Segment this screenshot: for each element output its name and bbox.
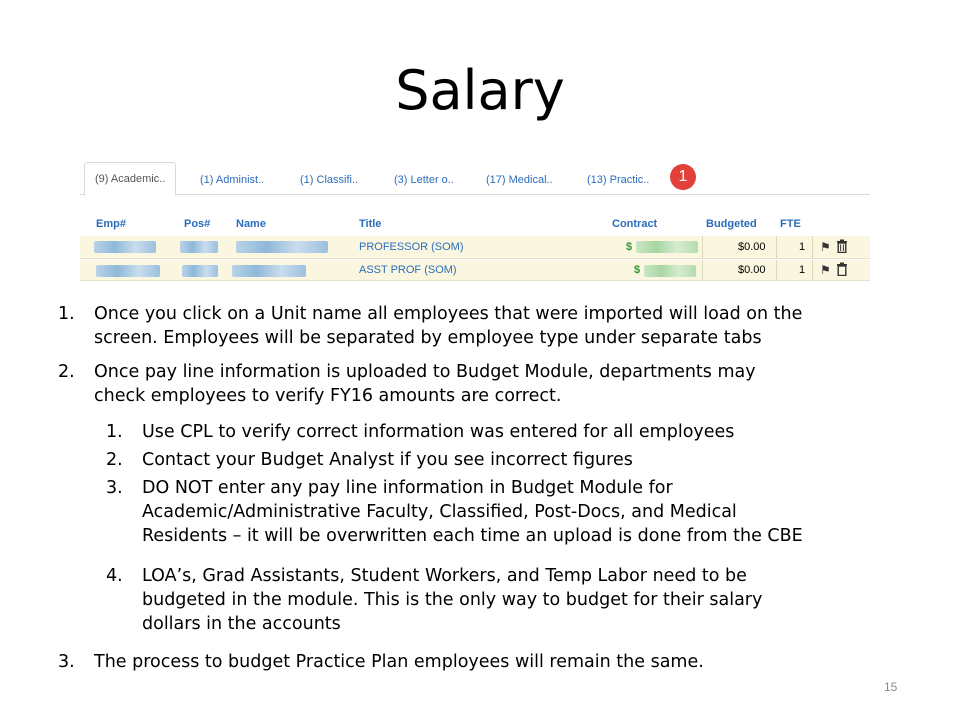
- tab-practice-plan[interactable]: (13) Practic..: [587, 174, 650, 186]
- column-header-emp[interactable]: Emp#: [96, 218, 126, 230]
- list-text-line: Use CPL to verify correct information was entered for all employees: [142, 422, 735, 442]
- column-header-fte[interactable]: FTE: [780, 218, 801, 230]
- column-divider: [812, 236, 813, 258]
- column-divider: [776, 260, 777, 281]
- redacted-emp-number: [96, 265, 160, 277]
- row-fte: 1: [799, 241, 806, 253]
- contract-dollar-sign: $: [634, 264, 641, 276]
- list-number: 2.: [58, 362, 75, 382]
- column-divider: [702, 260, 703, 281]
- employee-screenshot: [80, 158, 870, 280]
- tab-medical[interactable]: (17) Medical..: [486, 174, 553, 186]
- trash-icon[interactable]: [836, 262, 850, 278]
- row-title: ASST PROF (SOM): [359, 264, 457, 276]
- column-header-name[interactable]: Name: [236, 218, 266, 230]
- list-number: 1.: [106, 422, 123, 442]
- tab-letter-of-appointment[interactable]: (3) Letter o..: [394, 174, 454, 186]
- redacted-pos-number: [180, 241, 218, 253]
- list-number: 4.: [106, 566, 123, 586]
- redacted-pos-number: [182, 265, 218, 277]
- row-budgeted: $0.00: [738, 264, 766, 276]
- page-number: 15: [884, 680, 898, 694]
- list-text-line: Contact your Budget Analyst if you see incorrect figures: [142, 450, 633, 470]
- redacted-contract: [644, 265, 696, 277]
- table-row[interactable]: [80, 236, 870, 259]
- redacted-name: [232, 265, 306, 277]
- list-text-line: Once pay line information is uploaded to Budget Module, departments may: [94, 362, 756, 382]
- redacted-emp-number: [94, 241, 156, 253]
- step-callout-badge: 1: [670, 164, 696, 190]
- row-budgeted: $0.00: [738, 241, 766, 253]
- employee-type-tabs: [80, 158, 870, 195]
- list-text-line: The process to budget Practice Plan employees will remain the same.: [94, 652, 704, 672]
- list-text-line: screen. Employees will be separated by employee type under separate tabs: [94, 328, 762, 348]
- flag-icon[interactable]: ⚑: [820, 240, 831, 254]
- tab-classified[interactable]: (1) Classifi..: [300, 174, 359, 186]
- list-text-line: Academic/Administrative Faculty, Classified, Post-Docs, and Medical: [142, 502, 737, 522]
- tab-administrative[interactable]: (1) Administ..: [200, 174, 265, 186]
- trash-icon[interactable]: [836, 239, 850, 255]
- list-number: 3.: [58, 652, 75, 672]
- list-text-line: dollars in the accounts: [142, 614, 341, 634]
- column-header-contract[interactable]: Contract: [612, 218, 658, 230]
- list-number: 1.: [58, 304, 75, 324]
- list-text-line: check employees to verify FY16 amounts are correct.: [94, 386, 562, 406]
- list-text-line: Once you click on a Unit name all employees that were imported will load on the: [94, 304, 803, 324]
- column-header-pos[interactable]: Pos#: [184, 218, 211, 230]
- column-divider: [702, 236, 703, 258]
- column-divider: [812, 260, 813, 281]
- list-text-line: Residents – it will be overwritten each time an upload is done from the CBE: [142, 526, 803, 546]
- redacted-contract: [636, 241, 698, 253]
- list-number: 2.: [106, 450, 123, 470]
- contract-dollar-sign: $: [626, 241, 633, 253]
- column-header-budgeted[interactable]: Budgeted: [706, 218, 757, 230]
- slide-title: Salary: [395, 59, 565, 122]
- list-text-line: DO NOT enter any pay line information in Budget Module for: [142, 478, 673, 498]
- column-divider: [776, 236, 777, 258]
- row-fte: 1: [799, 264, 806, 276]
- column-header-title[interactable]: Title: [359, 218, 382, 230]
- list-number: 3.: [106, 478, 123, 498]
- redacted-name: [236, 241, 328, 253]
- list-text-line: budgeted in the module. This is the only way to budget for their salary: [142, 590, 763, 610]
- row-title: PROFESSOR (SOM): [359, 241, 464, 253]
- table-row[interactable]: [80, 260, 870, 281]
- list-text-line: LOA’s, Grad Assistants, Student Workers, and Temp Labor need to be: [142, 566, 747, 586]
- tab-academic[interactable]: (9) Academic..: [84, 162, 176, 196]
- flag-icon[interactable]: ⚑: [820, 263, 831, 277]
